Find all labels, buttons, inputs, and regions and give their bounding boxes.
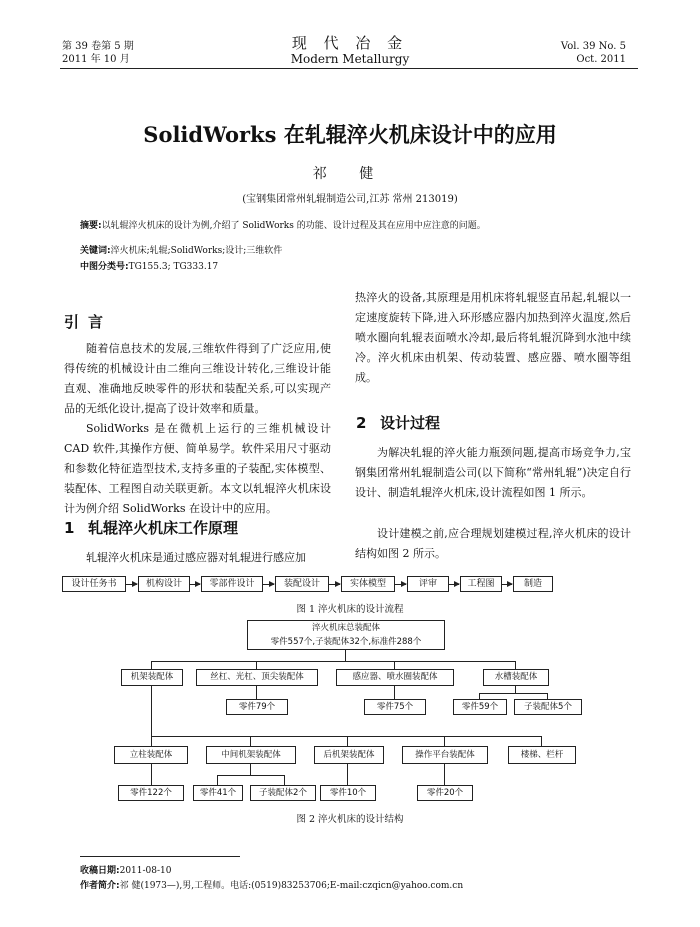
header-vol-en: Vol. 39 No. 5 — [560, 41, 626, 52]
author-bio — [80, 879, 463, 894]
tree-leaf: 零件75个 — [364, 699, 426, 715]
section-2-num: 2 — [356, 414, 367, 432]
figure-1-caption: 图 1 淬火机床的设计流程 — [296, 604, 404, 615]
intro-paragraph-2: SolidWorks 是在微机上运行的三维机械设计 CAD 软件,其操作方便、简单易学。软件采用尺寸驱动和参数化特征造型技术,支持多重的子装配,实体模型、装配体、工程图自动关联更新。本文以轧辊淬火机床设计为例介绍 SolidWorks 在设计中的应用。 — [64, 422, 331, 515]
received-label: 收稿日期: — [80, 866, 120, 876]
connector — [394, 685, 395, 699]
tree-leaf: 子装配体5个 — [514, 699, 582, 715]
clc-number — [80, 260, 218, 274]
flow-step: 评审 — [407, 576, 449, 592]
footnote — [80, 864, 463, 894]
header-date-en: Oct. 2011 — [576, 54, 626, 65]
connector — [217, 775, 218, 785]
section-1-paragraph-1: 轧辊淬火机床是通过感应器对轧辊进行感应加 — [86, 551, 306, 564]
tree-root-stats: 零件557个,子装配体32个,标准件288个 — [270, 637, 422, 647]
flow-step: 零部件设计 — [201, 576, 263, 592]
keywords-text: 淬火机床;轧辊;SolidWorks;设计;三维软件 — [110, 246, 283, 256]
abstract-text: 以轧辊淬火机床的设计为例,介绍了 SolidWorks 的功能、设计过程及其在应用中应注意的问题。 — [101, 221, 486, 231]
section-2-paragraph-1: 为解决轧辊的淬火能力瓶颈问题,提高市场竞争力,宝钢集团常州轧辊制造公司(以下简称“常州轧辊”)决定自行设计、制造轧辊淬火机床,设计流程如图 1 所示。 — [355, 446, 631, 499]
figure-2-caption: 图 2 淬火机床的设计结构 — [296, 814, 404, 825]
flow-arrow — [394, 584, 406, 585]
footnote-rule — [80, 856, 240, 857]
section-2-title: 设计过程 — [380, 414, 441, 432]
keywords-label: 关键词: — [80, 246, 111, 256]
tree-node: 后机架装配体 — [314, 746, 384, 764]
journal-name-cn: 现 代 冶 金 — [291, 34, 409, 52]
right-paragraph-1: 热淬火的设备,其原理是用机床将轧辊竖直吊起,轧辊以一定速度旋转下降,进入环形感应器内加热到淬火温度,然后喷水圈向轧辊表面喷水冷却,最后将轧辊沉降到水池中续冷。淬火机床由机架、传动装置、感应器、喷水圈等组成。 — [355, 291, 631, 384]
tree-node: 丝杠、光杠、顶尖装配体 — [196, 669, 318, 686]
flow-step: 制造 — [513, 576, 553, 592]
connector — [250, 736, 251, 746]
tree-node: 水槽装配体 — [483, 669, 549, 686]
connector — [250, 763, 251, 775]
clc-text: TG155.3; TG333.17 — [128, 262, 219, 272]
intro-paragraph-1: 随着信息技术的发展,三维软件得到了广泛应用,使得传统的机械设计由二维向三维设计转化,三维设计能直观、准确地反映零件的形状和装配关系,可以实现产品的无纸化设计,提高了设计效率和质量。 — [64, 342, 331, 415]
tree-node: 立柱装配体 — [114, 746, 188, 764]
tree-leaf: 零件122个 — [118, 785, 184, 801]
flow-step: 设计任务书 — [62, 576, 126, 592]
header-date-cn: 2011 年 10 月 — [62, 54, 130, 65]
flow-arrow — [328, 584, 340, 585]
connector — [256, 661, 257, 669]
tree-leaf: 零件79个 — [226, 699, 288, 715]
clc-label: 中图分类号: — [80, 262, 129, 272]
connector — [217, 775, 284, 776]
tree-root — [247, 620, 445, 650]
connector — [347, 736, 348, 746]
tree-node: 楼梯、栏杆 — [508, 746, 576, 764]
section-2-heading — [356, 412, 440, 433]
connector — [345, 649, 346, 661]
flow-arrow — [262, 584, 274, 585]
author-affiliation: (宝钢集团常州轧辊制造公司,江苏 常州 213019) — [242, 194, 458, 205]
connector — [515, 661, 516, 669]
flow-arrow — [189, 584, 200, 585]
flow-step: 工程图 — [460, 576, 502, 592]
tree-leaf: 零件20个 — [417, 785, 473, 801]
flow-step: 机构设计 — [138, 576, 190, 592]
header-volume-en — [561, 40, 626, 66]
section-intro-heading — [64, 311, 103, 332]
connector — [284, 775, 285, 785]
connector — [479, 693, 547, 694]
connector — [394, 661, 395, 669]
header-volume-cn: 第 39 卷第 5 期 — [62, 41, 134, 52]
connector — [347, 763, 348, 785]
connector — [444, 763, 445, 785]
author-name: 祁 健 — [312, 166, 388, 182]
paper-title: SolidWorks 在轧辊淬火机床设计中的应用 — [143, 122, 557, 147]
section-intro-title: 言 — [88, 313, 104, 331]
section-1-heading — [64, 517, 238, 538]
connector — [256, 685, 257, 699]
section-1-title: 轧辊淬火机床工作原理 — [88, 519, 239, 537]
bio-value: 祁 健(1973—),男,工程师。电话:(0519)83253706;E-mail:czqicn@yahoo.com.cn — [119, 881, 464, 891]
keywords — [80, 244, 282, 258]
flow-arrow — [448, 584, 459, 585]
flow-step: 实体模型 — [341, 576, 395, 592]
tree-node: 机架装配体 — [121, 669, 183, 686]
connector — [151, 661, 515, 662]
tree-leaf: 零件59个 — [453, 699, 507, 715]
connector — [515, 685, 516, 693]
tree-leaf: 零件41个 — [193, 785, 243, 801]
connector — [151, 736, 541, 737]
tree-root-title: 淬火机床总装配体 — [311, 623, 380, 633]
tree-node: 感应器、喷水圈装配体 — [336, 669, 454, 686]
abstract-label: 摘要: — [80, 221, 102, 231]
tree-leaf: 子装配体2个 — [250, 785, 316, 801]
section-2-paragraph-2: 设计建模之前,应合理规划建模过程,淬火机床的设计结构如图 2 所示。 — [355, 527, 631, 560]
tree-node: 操作平台装配体 — [402, 746, 488, 764]
connector — [151, 685, 152, 736]
bio-label: 作者简介: — [80, 881, 120, 891]
flow-arrow — [501, 584, 512, 585]
connector — [151, 736, 152, 746]
connector — [541, 736, 542, 746]
section-intro-num: 引 — [64, 313, 80, 331]
connector — [151, 661, 152, 669]
connector — [151, 763, 152, 785]
tree-leaf: 零件10个 — [320, 785, 376, 801]
journal-name-en: Modern Metallurgy — [290, 52, 410, 66]
section-1-num: 1 — [64, 519, 75, 537]
received-value: 2011-08-10 — [119, 866, 172, 876]
tree-node: 中间机架装配体 — [206, 746, 296, 764]
received-date — [80, 864, 463, 879]
flow-arrow — [125, 584, 137, 585]
header-rule — [60, 68, 638, 69]
abstract — [80, 219, 640, 233]
flow-step: 装配设计 — [275, 576, 329, 592]
connector — [444, 736, 445, 746]
